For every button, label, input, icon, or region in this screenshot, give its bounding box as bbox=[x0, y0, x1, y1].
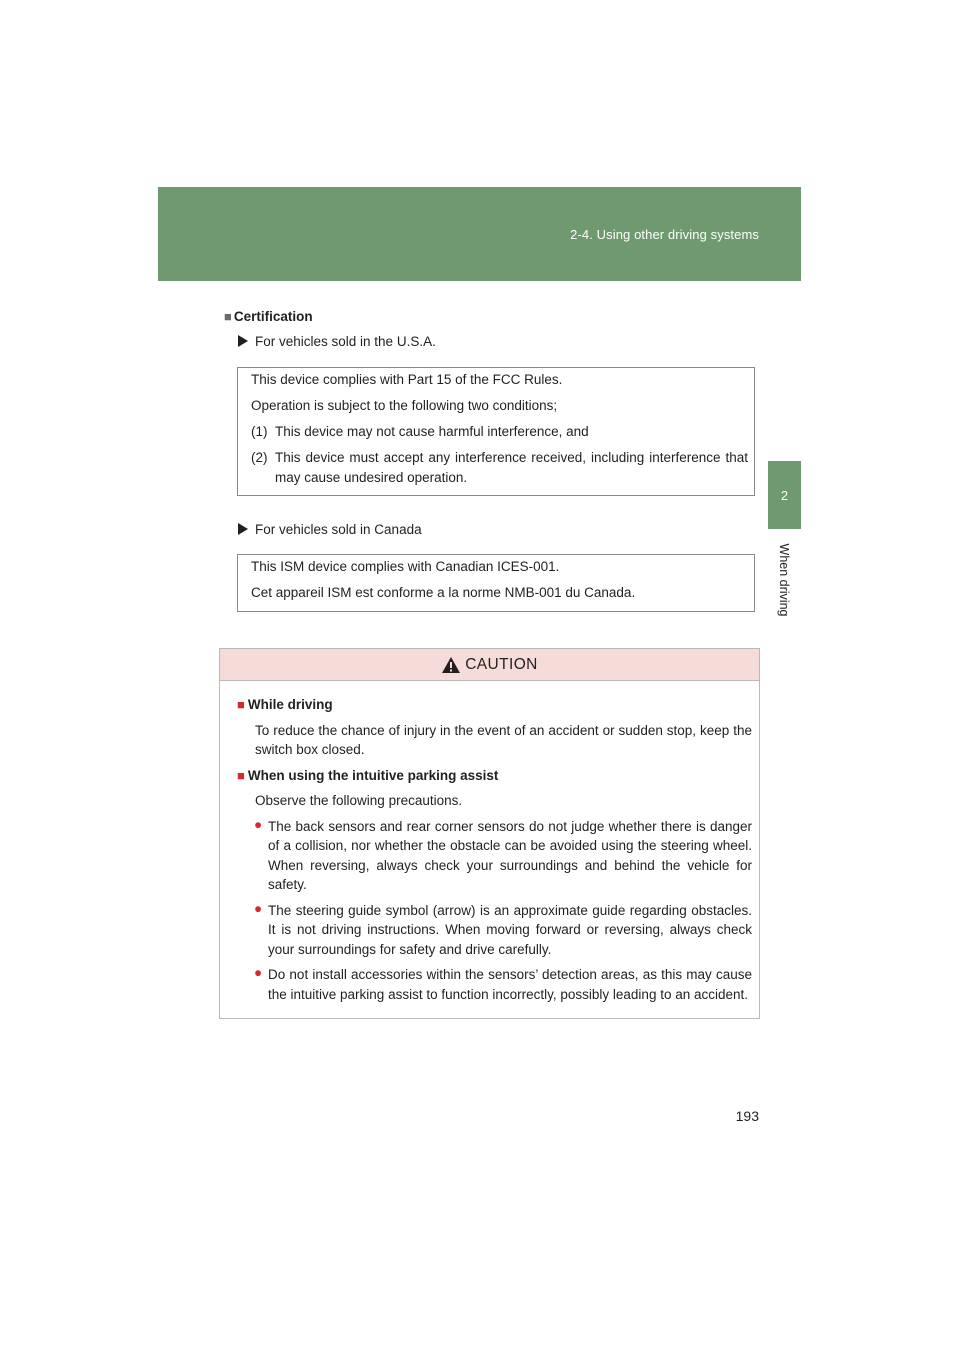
while-driving-text: To reduce the chance of injury in the event of an accident or sudden stop, keep the switch box closed. bbox=[255, 722, 752, 757]
section-title: 2-4. Using other driving systems bbox=[570, 227, 759, 242]
canada-label-row bbox=[238, 522, 422, 537]
red-dot-bullet-icon: ● bbox=[254, 900, 263, 916]
usa-label-row bbox=[238, 334, 436, 349]
while-driving-heading: While driving bbox=[247, 697, 333, 712]
chapter-number: 2 bbox=[780, 487, 789, 503]
usa-label: For vehicles sold in the U.S.A. bbox=[255, 334, 436, 349]
parking-bullet-2-text: The steering guide symbol (arrow) is an approximate guide regarding obstacles. It is not driving instructions. When moving forward or reversing, always check your surroundings for safety and drive carefully. bbox=[268, 902, 752, 957]
parking-bullet-1-text: The back sensors and rear corner sensors do not judge whether there is danger of a collision, nor whether the obstacle can be avoided using the steering wheel. When reversing, always check your surroundings and behind the vehicle for safety. bbox=[268, 818, 752, 892]
page-number: 193 bbox=[735, 1108, 759, 1124]
usa-notice-box bbox=[237, 367, 755, 496]
usa-item-2-text: This device must accept any interference received, including interference that may cause undesired operation. bbox=[275, 450, 748, 485]
red-square-bullet-icon: ■ bbox=[237, 697, 245, 712]
triangle-bullet-icon bbox=[238, 523, 248, 535]
warning-triangle-icon bbox=[441, 656, 461, 674]
canada-line-2: Cet appareil ISM est conforme a la norme NMB-001 du Canada. bbox=[251, 585, 636, 600]
canada-notice-box bbox=[237, 554, 755, 612]
certification-heading-row bbox=[224, 309, 313, 324]
header-band bbox=[158, 187, 801, 281]
triangle-bullet-icon bbox=[238, 335, 248, 347]
caution-panel bbox=[219, 648, 760, 1019]
canada-label: For vehicles sold in Canada bbox=[255, 522, 422, 537]
usa-item-1-num: (1) bbox=[251, 424, 268, 439]
parking-heading: When using the intuitive parking assist bbox=[247, 767, 499, 783]
usa-line-1: This device complies with Part 15 of the FCC Rules. bbox=[251, 372, 563, 387]
parking-bullet-2 bbox=[237, 901, 752, 960]
usa-item-2-num: (2) bbox=[251, 450, 268, 465]
canada-line-1: This ISM device complies with Canadian ICES-001. bbox=[251, 559, 560, 574]
red-square-bullet-icon: ■ bbox=[237, 767, 245, 783]
usa-item-1-text: This device may not cause harmful interference, and bbox=[275, 424, 589, 439]
usa-line-2: Operation is subject to the following two conditions; bbox=[251, 398, 558, 413]
caution-header bbox=[220, 649, 759, 681]
certification-heading: Certification bbox=[233, 309, 313, 324]
usa-item-1 bbox=[251, 422, 748, 442]
red-dot-bullet-icon: ● bbox=[254, 965, 263, 980]
red-dot-bullet-icon: ● bbox=[254, 816, 263, 832]
parking-bullet-3 bbox=[237, 965, 752, 1004]
chapter-tab bbox=[768, 461, 801, 529]
caution-title: CAUTION bbox=[465, 655, 538, 673]
parking-heading-row bbox=[237, 766, 752, 786]
parking-bullet-1 bbox=[237, 817, 752, 895]
usa-item-2 bbox=[251, 448, 748, 488]
parking-bullet-3-text: Do not install accessories within the sensors’ detection areas, as this may cause the intuitive parking assist to function incorrectly, possibly leading to an accident. bbox=[268, 967, 752, 1002]
chapter-label: When driving bbox=[777, 543, 791, 617]
caution-body bbox=[220, 681, 759, 1004]
while-driving-heading-row bbox=[237, 695, 752, 715]
square-bullet-icon: ■ bbox=[224, 309, 232, 324]
parking-intro: Observe the following precautions. bbox=[255, 793, 463, 808]
